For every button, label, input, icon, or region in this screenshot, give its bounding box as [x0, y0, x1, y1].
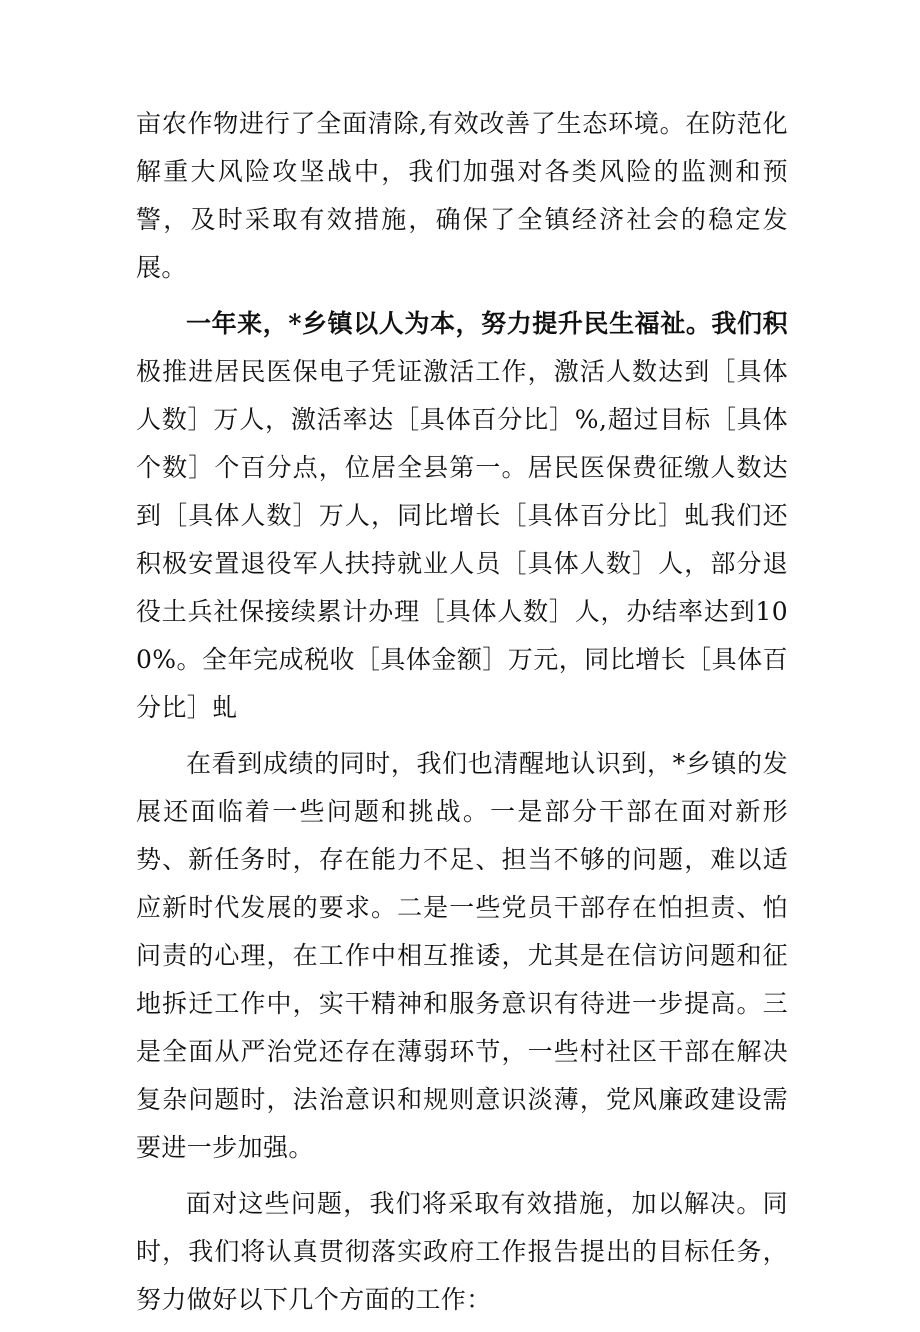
paragraph-ecology-risk [136, 100, 788, 292]
paragraph-text: 面对这些问题，我们将采取有效措施，加以解决。同时，我们将认真贯彻落实政府工作报告提出的目标任务，努力做好以下几个方面的工作： [136, 1189, 788, 1314]
paragraph-problems [136, 740, 788, 1172]
paragraph-livelihood [136, 300, 788, 732]
document-page [136, 100, 788, 1332]
paragraph-measures [136, 1180, 788, 1324]
paragraph-text: 在看到成绩的同时，我们也清醒地认识到，*乡镇的发展还面临着一些问题和挑战。一是部分干部在面对新形势、新任务时，存在能力不足、担当不够的问题，难以适应新时代发展的要求。二是一些党员干部存在怕担责、怕问责的心理，在工作中相互推诿，尤其是在信访问题和征地拆迁工作中，实干精神和服务意识有待进一步提高。三是全面从严治党还存在薄弱环节，一些村社区干部在解决复杂问题时，法治意识和规则意识淡薄，党风廉政建设需要进一步加强。 [136, 749, 788, 1162]
paragraph-lead-bold: 一年来，*乡镇以人为本，努力提升民生福祉。我们积 [186, 309, 788, 338]
paragraph-text: 亩农作物进行了全面清除,有效改善了生态环境。在防范化解重大风险攻坚战中，我们加强对各类风险的监测和预警，及时采取有效措施，确保了全镇经济社会的稳定发展。 [136, 109, 788, 282]
paragraph-text: 极推进居民医保电子凭证激活工作，激活人数达到［具体人数］万人，激活率达［具体百分比］%,超过目标［具体个数］个百分点，位居全县第一。居民医保费征缴人数达到［具体人数］万人，同比增长［具体百分比］虬我们还积极安置退役军人扶持就业人员［具体人数］人，部分退役土兵社保接续累计办理［具体人数］人，办结率达到100%。全年完成税收［具体金额］万元，同比增长［具体百分比］虬 [136, 357, 788, 722]
